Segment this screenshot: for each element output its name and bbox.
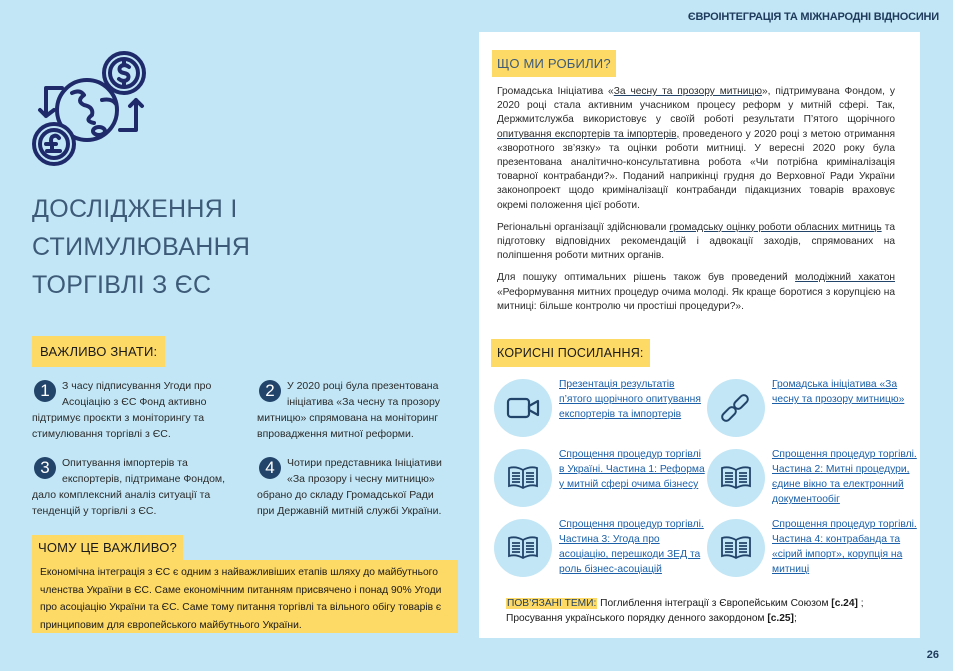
page-ref[interactable]: [с.24]	[831, 598, 858, 609]
text: Для пошуку оптимальних рішень також був проведений	[497, 272, 796, 284]
text: Громадська Ініціатива «	[497, 86, 614, 97]
link-item	[494, 447, 709, 507]
important-to-know-label: ВАЖЛИВО ЗНАТИ:	[32, 336, 165, 367]
text: «Реформування митних процедур очима молоді. Як краще боротися з корупцією на митниці: більше контролю чи простіші процедури?».	[497, 286, 895, 312]
text: проведеного у 2020 році з метою отримання «зворотного зв’язку» та оцінки роботи митниці. У вересні 2020 року була презентована аналітично-консультативна робота «Чи потрібна криміналізація товарної контрабанди?». Поданий наприкінці грудня до Верховної Ради України законопроект щодо криміналізації контрабанди підакцизних товарів враховує окремі положення цієї роботи.	[497, 128, 895, 211]
initiative-link[interactable]: За чесну та прозору митницю	[613, 86, 762, 97]
number-badge: 1	[34, 380, 56, 402]
survey-presentation-link[interactable]: Презентація результатів п’ятого щорічного опитування експортерів та імпортерів	[559, 379, 701, 420]
open-book-icon	[707, 519, 765, 577]
link-item	[707, 447, 922, 507]
fact-text: У 2020 році була презентована ініціатива «За чесну та прозору митницю» спрямована на моніторинг впровадження митної реформи.	[257, 380, 440, 440]
trade-part4-link[interactable]: Спрощення процедур торгівлі. Частина 4: контрабанда та «сірий імпорт», корупція на митниці	[772, 519, 917, 575]
paragraph	[497, 85, 895, 213]
survey-link[interactable]: опитування експортерів та імпортерів,	[497, 128, 680, 140]
fact-item	[32, 378, 227, 442]
number-badge: 4	[259, 457, 281, 479]
page-number: 26	[926, 649, 939, 661]
text: та підготовку відповідних рекомендацій і адвокації заходів, спрямованих на поліпшення роботи митних органів.	[497, 221, 895, 262]
page-ref[interactable]: [с.25]	[767, 613, 794, 624]
title-line: ТОРГІВЛІ З ЄС	[32, 271, 212, 299]
fact-item	[257, 378, 452, 442]
link-chain-icon	[707, 379, 765, 437]
related-topic-2[interactable]: Просування українського порядку денного закордоном	[506, 613, 768, 624]
content-panel	[479, 32, 920, 638]
separator: ;	[857, 598, 864, 609]
globe-currency-exchange-icon	[32, 48, 148, 166]
what-we-did-label: ЩО МИ РОБИЛИ?	[492, 50, 616, 77]
link-item	[707, 517, 922, 577]
related-topic-1[interactable]: Поглиблення інтеграції з Європейським Союзом	[597, 598, 832, 609]
number-badge: 2	[259, 380, 281, 402]
fact-text: Чотири представника Ініціативи «За прозору і чесну митницю» обрано до складу Громадської Ради при Державній митній службі України.	[257, 457, 442, 517]
separator: ;	[793, 613, 797, 624]
related-topics	[506, 596, 906, 626]
video-camera-icon	[494, 379, 552, 437]
fact-text: Опитування імпортерів та експортерів, підтримане Фондом, дало комплексний аналіз ситуації та тенденцій у торгівлі з ЄС.	[32, 457, 226, 517]
link-item	[494, 517, 709, 577]
fact-item	[32, 455, 227, 519]
title-line: СТИМУЛЮВАННЯ	[32, 233, 251, 261]
link-item	[707, 377, 922, 437]
useful-links-label: КОРИСНІ ПОСИЛАННЯ:	[491, 339, 650, 367]
page-title	[32, 190, 250, 304]
section-header: ЄВРОІНТЕГРАЦІЯ ТА МІЖНАРОДНІ ВІДНОСИНИ	[687, 11, 939, 23]
number-badge: 3	[34, 457, 56, 479]
text: Регіональні організації здійснювали	[497, 221, 670, 233]
paragraph	[497, 221, 895, 264]
trade-part3-link[interactable]: Спрощення процедур торгівлі. Частина 3: Угода про асоціацію, перешкоди ЗЕД та роль бізнес-асоціацій	[559, 519, 704, 575]
open-book-icon	[494, 449, 552, 507]
open-book-icon	[707, 449, 765, 507]
text: », підтримувана Фондом, у 2020 році стала активним учасником процесу реформ у митній сфері. Так, Держмитслужба використовує у своїй роботі результати П’ятого щорічного	[497, 86, 896, 126]
paragraph	[497, 271, 895, 314]
customs-assessment-link[interactable]: громадську оцінку роботи обласних митниць	[669, 221, 882, 233]
link-item	[494, 377, 709, 437]
open-book-icon	[494, 519, 552, 577]
related-topics-label: ПОВ’ЯЗАНІ ТЕМИ:	[507, 598, 597, 609]
fact-text: З часу підписування Угоди про Асоціацію з ЄС Фонд активно підтримує проєкти з моніторингу та стимулювання торгівлі з ЄС.	[32, 380, 212, 440]
trade-part1-link[interactable]: Спрощення процедур торгівлі в Україні. Частина 1: Реформа у митній сфері очима бізнесу	[559, 449, 705, 490]
why-important-label: ЧОМУ ЦЕ ВАЖЛИВО?	[32, 535, 183, 562]
fact-item	[257, 455, 452, 519]
what-we-did-text	[497, 85, 895, 322]
title-line: ДОСЛІДЖЕННЯ І	[32, 195, 238, 223]
why-important-text: Економічна інтеграція з ЄС є одним з найважливіших етапів шляху до майбутнього членства України в ЄС. Саме економічним питанням присвячено і понад 90% Угоди про асоціацію України та ЄС. Саме тому питання торгівлі та вільного обігу товарів є принциповим для європейського майбутнього України.	[32, 560, 458, 633]
trade-part2-link[interactable]: Спрощення процедур торгівлі. Частина 2: Митні процедури, єдине вікно та електронний документообіг	[772, 449, 917, 505]
hackathon-link[interactable]: молодіжний хакатон	[795, 272, 895, 284]
initiative-site-link[interactable]: Громадська ініціатива «За чесну та прозору митницю»	[772, 379, 905, 405]
